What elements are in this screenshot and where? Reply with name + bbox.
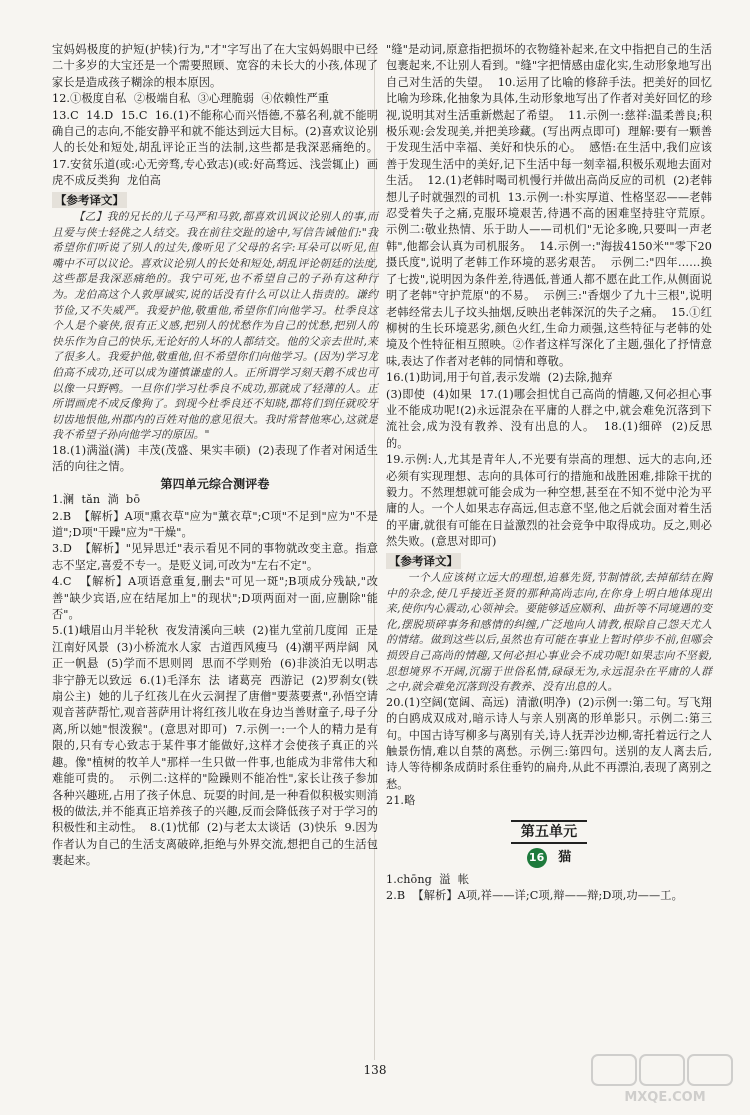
page-number: 138 [363, 1063, 387, 1077]
answer-paragraph: 16.(1)助词,用于句首,表示发端 (2)去除,抛弃 [386, 371, 613, 385]
lesson-title: 猫 [558, 849, 572, 865]
watermark-logo [590, 1051, 740, 1107]
answer-paragraph: 13.C 14.D 15.C 16.(1)不能称心而兴悟德,不慕名利,就不能明确自己的志向,不能安静平和就不能达到远大目标。(2)喜欢议论别人的长处和短处,胡乱评论正当的法制,这些都是我深恶痛绝的。 17.安贫乐道(或:心无旁骛,专心致志)(或:好高骛远、浅尝辄止) 画虎不成反类狗 龙伯高 [52, 108, 386, 188]
reference-translation-label: 【参考译文】 [386, 553, 461, 569]
lesson-heading [386, 848, 712, 868]
answer-paragraph: 2.B 【解析】A项,祥——详;C项,辩——辩;D项,功——工。 [386, 889, 683, 903]
reference-translation-label: 【参考译文】 [52, 192, 127, 208]
unit-4-test-title: 第四单元综合测评卷 [160, 476, 270, 491]
watermark-text: MXQE.COM [624, 1090, 706, 1105]
answer-paragraph: 18.(1)满溢(满) 丰茂(茂盛、果实丰硕) (2)表现了作者对闲适生活的向往之情。 [52, 443, 378, 474]
right-column [386, 42, 720, 905]
answer-paragraph: 21.略 [386, 794, 416, 808]
answer-paragraph: (3)即使 (4)如果 17.(1)哪会担忧自己高尚的情趣,又何必担心事业不能成功呢!(2)永远混杂在平庸的人群之中,就会难免沉落到下流社会,成为没有教养、没有出息的人。 18.(1)细碎 (2)反思的。 [386, 387, 712, 450]
answer-paragraph: 4.C 【解析】A项语意重复,删去"可见一斑";B项成分残缺,"改善"缺少宾语,应在结尾加上"的现状";D项两面对一面,应删除"能否"。 [52, 575, 378, 622]
answer-paragraph: 1.澜 tǎn 淌 bō [52, 493, 141, 507]
answer-paragraph: 宝妈妈极度的护短(护犊)行为,"才"字写出了在大宝妈妈眼中已经二十多岁的大宝还是一个需要照顾、宽容的未长大的小孩,体现了家长是造成孩子糊涂的根本原因。 [52, 43, 378, 89]
unit-5-heading [386, 820, 712, 844]
answer-paragraph: 12.①极度自私 ②极端自私 ③心理脆弱 ④依赖性严重 [52, 92, 330, 106]
answer-paragraph: 1.chōng 溢 帐 [386, 873, 470, 886]
reference-translation-text: 【乙】我的兄长的儿子马严和马敦,都喜欢讥讽议论别人的事,而且爱与侠士轻佻之人结交。我在前往交趾的途中,写信告诫他们:"我希望你们听说了别人的过失,像听见了父母的名字:耳朵可以听见,但嘴中不可以议论。喜欢议论别人的长处和短处,胡乱评论朝廷的法度,这些都是我深恶痛绝的。我宁可死,也不希望自己的子孙有这种行为。龙伯高这个人敦厚诚实,说的话没有什么可以让人指责的。谦约节俭,又不失威严。我爱护他,敬重他,希望你们向他学习。杜季良这个人是个豪侠,很有正义感,把别人的忧愁作为自己的忧愁,把别人的快乐作为自己的快乐,无论好的人坏的人都结交。他的父亲去世时,来了很多人。我爱护他,敬重他,但不希望你们向他学习。(因为)学习龙伯高不成功,还可以成为谨慎谦虚的人。正所谓学习刻天鹅不成也可以像一只野鸭。一旦你们学习杜季良不成功,那就成了轻薄的人。正所谓画虎不成反像狗了。到现今杜季良还不知晓,郡将们到任就咬牙切齿地恨他,州郡内的百姓对他的意见很大。我时常替他寒心,这就是我不希望子孙向他学习的原因。" [52, 210, 378, 442]
answer-paragraph: 19.示例:人,尤其是青年人,不光要有崇高的理想、远大的志向,还必须有实现理想、志向的具体可行的措施和战胜困难,排除干扰的毅力。不然理想就可能会成为一种空想,甚至在不知不觉中沦为平庸的人。一个人如果志存高远,但志意不坚,他之后就会面对着生活的平庸,就很有可能在日益激烈的社会竞争中取得成功。反之,则必然失败。(意思对即可) [386, 453, 712, 549]
answer-paragraph: 3.D 【解析】"见异思迁"表示看见不同的事物就改变主意。指意志不坚定,喜爱不专一。是贬义词,可改为"左右不定"。 [52, 542, 378, 572]
answer-paragraph: 5.(1)峨眉山月半轮秋 夜发清溪向三峡 (2)崔九堂前几度闻 正是江南好风景 (3)小桥流水人家 古道西风瘦马 (4)潮平两岸阔 风正一帆悬 (5)学而不思则罔 思而不学则殆 (6)非淡泊无以明志 非宁静无以致远 6.(1)毛泽东 法 诸葛亮 西游记 (2)罗刹女(铁扇公主) 她的儿子红孩儿在火云洞捏了唐僧"要蒸要煮",孙悟空请观音菩萨帮忙,观音菩萨用计将红孩儿收在身边当善财童子,母子分离,所以她"恨泼猴"。(意思对即可) 7.示例一:一个人的精力是有限的,只有专心致志于某件事才能做好,这样才会使孩子真正的兴趣。像"植树的牧羊人"那样一生只做一件事,也能成为非常伟大和难能可贵的。 示例二:这样的"险躁则不能冶性",家长让孩子参加各种兴趣班,占用了孩子休息、玩耍的时间,是一种看似积极实则消极的做法,并不能真正培养孩子的兴趣,反而会降低孩子对于学习的积极性和主动性。 8.(1)忧郁 (2)与老太太谈话 (3)快乐 9.因为作者认为自己的生活支离破碎,拒绝与外界交流,想把自己的生活包裹起来。 [52, 624, 386, 868]
answer-paragraph: "缝"是动词,原意指把损坏的衣物缝补起来,在文中指把自己的生活包裹起来,不让别人看到。"缝"字把情感由虚化实,生动形象地写出自己对生活的失望。 10.运用了比喻的修辞手法。把美好的回忆比喻为珍珠,化抽象为具体,生动形象地写出了作者对美好回忆的珍视,说明其对生活重新燃起了希望。 11.示例一:慈祥:温柔善良;积极乐观:会发现美,并把美珍藏。(写出两点即可) 理解:要有一颗善于发现生活中幸福、美好和快乐的心。 感悟:在生活中,我们应该善于发现生活中的美好,记下生活中每一刻幸福,积极乐观地去面对生活。 12.(1)老韩时喝司机慢行并做出高尚反应的司机 (2)老韩想儿子时就强烈的司机 13.示例一:朴实厚道、性格坚忍——老韩忍受着失子之痛,克服环境艰苦,待遇不高的困难坚持驻守荒原。 示例二:敬业热情、乐于助人——司机们"无论多晚,只要叫一声老韩",他都会认真为司机服务。 14.示例一:"海拔4150米""零下20摄氏度",说明了老韩工作环境的恶劣艰苦。 示例二:"四年……换了七拨",说明因为条件差,待遇低,普通人都不愿在此工作,从侧面说明了老韩"守护荒原"的不易。 示例三:"香烟少了九十三根",说明老韩经常去儿子坟头抽烟,反映出老韩深沉的失子之痛。 15.①红柳树的生长环境恶劣,颜色火红,生命力顽强,这些特征与老韩的处境及个性特征相互照映。②作者这样写深化了主题,强化了抒情意味,表达了作者对老韩的同情和尊敬。 [386, 43, 720, 368]
lesson-number-badge: 16 [527, 848, 547, 868]
answer-paragraph: 2.B 【解析】A项"熏衣草"应为"薰衣草";C项"不足到"应为"不是道";D项"干躁"应为"干燥"。 [52, 509, 378, 539]
left-column [52, 42, 386, 870]
unit-5-title: 第五单元 [511, 820, 587, 844]
reference-translation-text: 一个人应该树立远大的理想,追慕先贤,节制情欲,去掉郁结在胸中的杂念,使几乎接近圣贤的那种高尚志向,在你身上明白地体现出来,使你内心震动,心领神会。要能够适应顺利、曲折等不同境遇的变化,摆脱琐碎事务和感情的纠缠,广泛地向人请教,根除自己怨天尤人的情绪。做到这些以后,虽然也有可能在事业上暂时停步不前,但哪会损毁自己高尚的情趣,又何必担心事业会不成功呢!如果志向不坚毅,思想境界不开阔,沉溺于世俗私情,碌碌无为,永远混杂在平庸的人群之中,就会难免沉落到没有教养、没有出息的人。 [386, 571, 712, 694]
answer-paragraph: 20.(1)空阔(宽阔、高远) 清澈(明净) (2)示例一:第二句。写飞翔的白鸥成双成对,暗示诗人与亲人别离的形单影只。示例二:第三句。中国古诗写柳多与离别有关,诗人抚弄沙边柳,寄托着远行之人触景伤情,难以自禁的离愁。示例三:第四句。送别的友人离去后,诗人等待柳条成荫时系住垂钓的扁舟,从此不再漂泊,表现了离别之愁。 [386, 695, 712, 791]
